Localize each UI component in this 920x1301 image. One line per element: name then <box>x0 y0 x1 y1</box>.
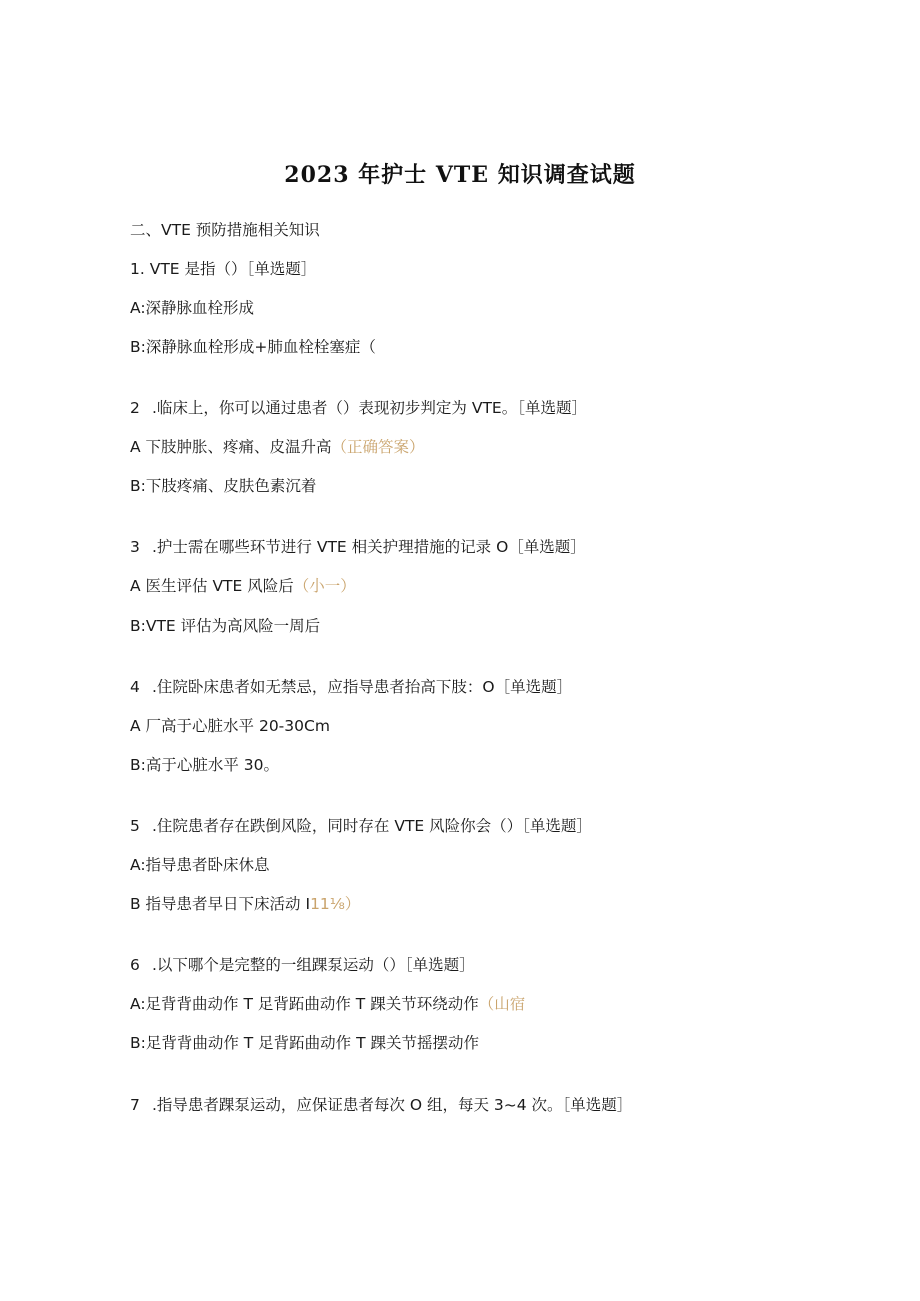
question-text: .指导患者踝泵运动，应保证患者每次 O 组，每天 3~4 次。［单选题］ <box>152 1096 633 1114</box>
q3-option-a <box>130 574 356 596</box>
q2-option-b <box>130 474 316 496</box>
question-text: .住院患者存在跌倒风险，同时存在 VTE 风险你会（）［单选题］ <box>152 817 592 835</box>
q5-option-b <box>130 892 360 914</box>
correct-answer-mark: （正确答案） <box>331 438 425 456</box>
option-text: A:深静脉血栓形成 <box>130 299 255 317</box>
question-text: .以下哪个是完整的一组踝泵运动（）［单选题］ <box>152 956 475 974</box>
correct-answer-mark: （小一） <box>293 577 356 595</box>
option-text: B:深静脉血栓形成+肺血栓栓塞症（ <box>130 338 376 356</box>
question-text: .护士需在哪些环节进行 VTE 相关护理措施的记录 O［单选题］ <box>152 538 586 556</box>
q6-option-a <box>130 992 525 1014</box>
q2-option-a <box>130 435 425 457</box>
question-number: 6 <box>130 956 140 974</box>
question-number: 3 <box>130 538 140 556</box>
correct-answer-mark: 11⅛） <box>310 895 361 913</box>
question-2 <box>130 396 587 418</box>
q5-option-a <box>130 853 270 875</box>
option-text: A 厂高于心脏水平 20-30Cm <box>130 717 330 735</box>
q4-option-b <box>130 753 279 775</box>
q6-option-b <box>130 1031 479 1053</box>
question-7 <box>130 1093 632 1115</box>
option-text: B:下肢疼痛、皮肤色素沉着 <box>130 477 317 495</box>
question-number: 1. <box>130 260 145 278</box>
question-text: .住院卧床患者如无禁忌，应指导患者抬高下肢：O［单选题］ <box>152 678 573 696</box>
q1-option-b <box>130 335 376 357</box>
document-title: 2023 年护士 VTE 知识调查试题 <box>284 162 636 188</box>
question-6 <box>130 953 475 975</box>
option-text: A:指导患者卧床休息 <box>130 856 270 874</box>
option-text: B:高于心脏水平 30。 <box>130 756 280 774</box>
question-3 <box>130 535 586 557</box>
q3-option-b <box>130 614 320 636</box>
option-text: A 下肢肿胀、疼痛、皮温升高 <box>130 438 332 456</box>
q4-option-a <box>130 714 330 736</box>
question-text: VTE 是指（）［单选题］ <box>149 260 317 278</box>
correct-answer-mark: （山宿 <box>478 995 526 1013</box>
question-number: 4 <box>130 678 140 696</box>
option-text: B:足背背曲动作 T 足背跖曲动作 T 踝关节摇摆动作 <box>130 1034 480 1052</box>
section-heading: 二、VTE 预防措施相关知识 <box>130 221 320 239</box>
question-4 <box>130 675 572 697</box>
question-number: 2 <box>130 399 140 417</box>
q1-option-a <box>130 296 254 318</box>
question-5 <box>130 814 592 836</box>
option-text: B 指导患者早日下床活动 I <box>130 895 311 913</box>
question-text: .临床上，你可以通过患者（）表现初步判定为 VTE。［单选题］ <box>152 399 587 417</box>
option-text: A 医生评估 VTE 风险后 <box>130 577 294 595</box>
option-text: B:VTE 评估为高风险一周后 <box>130 617 321 635</box>
question-1 <box>130 257 316 279</box>
question-number: 5 <box>130 817 140 835</box>
question-number: 7 <box>130 1096 140 1114</box>
option-text: A:足背背曲动作 T 足背跖曲动作 T 踝关节环绕动作 <box>130 995 479 1013</box>
